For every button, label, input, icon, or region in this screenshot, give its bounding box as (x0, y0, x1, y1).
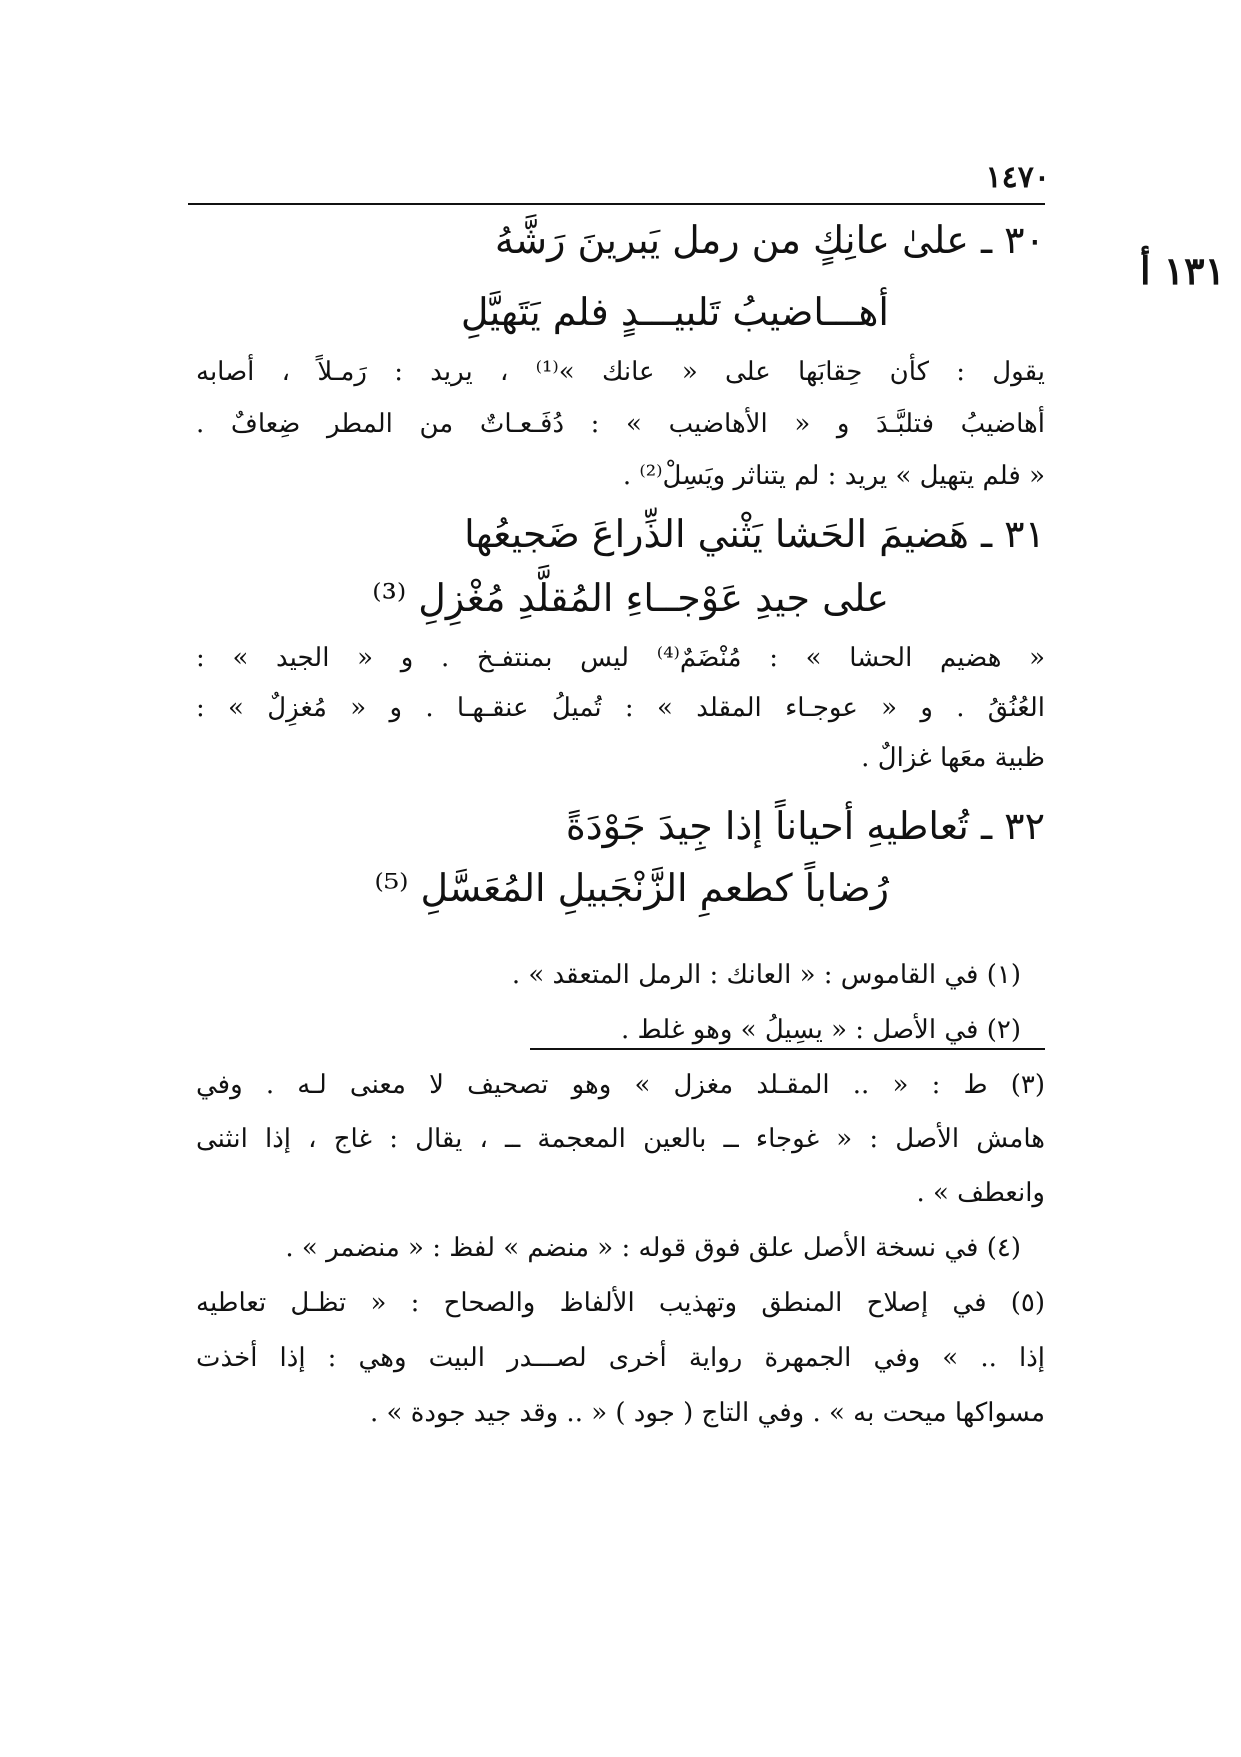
verse-31-second: على جيدِ عَوْجــاءِ المُقلَّدِ مُغْزِلِ ⁽³⁾ (372, 576, 889, 620)
footnote-5-cont: إذا .. » وفي الجمهرة رواية أخرى لصـــدر البيت وهي : إذا أخذت (196, 1343, 1045, 1373)
footnote-2: (٢) في الأصل : « يسِيلُ » وهو غلط . (621, 1015, 1021, 1045)
commentary-line: ظبية معَها غزالٌ . (861, 743, 1045, 773)
footnote-4: (٤) في نسخة الأصل علق فوق قوله : « منضم » لفظ : « منضمر » . (285, 1233, 1021, 1263)
commentary-line: يقول : كأن حِقابَها على « عانك »⁽¹⁾ ، يريد : رَمـلاً ، أصابه (196, 357, 1045, 387)
verse-30-first: ٣٠ ـ علىٰ عانِكٍ من رمل يَبرينَ رَشَّهُ (494, 218, 1045, 262)
footnote-3: (٣) ط : « .. المقـلد مغزل » وهو تصحيف لا معنى لـه . وفي (196, 1070, 1045, 1100)
footnote-rule (530, 1048, 1045, 1050)
page-number: ١٤٧٠ (985, 160, 1050, 195)
commentary-line: « هضيم الحشا » : مُنْضَمٌ⁽⁴⁾ ليس بمنتفـخ . و « الجيد » : (196, 643, 1046, 673)
footnote-3-end: وانعطف » . (916, 1178, 1045, 1208)
footnote-5: (٥) في إصلاح المنطق وتهذيب الألفاظ والصحاح : « تظـل تعاطيه (196, 1288, 1045, 1318)
verse-32-first: ٣٢ ـ تُعاطيهِ أحياناً إذا جِيدَ جَوْدَةً (565, 804, 1045, 848)
commentary-line: أهاضيبُ فتلبَّـدَ و « الأهاضيب » : دُفَـعـاتٌ من المطر ضِعافٌ . (196, 409, 1045, 439)
folio-marker: ١٣١ أ (1139, 248, 1225, 293)
commentary-line: « فلم يتهيل » يريد : لم يتناثر ويَسِلْ⁽²⁾ . (622, 461, 1045, 491)
verse-32-second: رُضاباً كطعمِ الزَّنْجَبيلِ المُعَسَّلِ ⁽⁵⁾ (374, 866, 889, 910)
footnote-5-end: مسواكها ميحت به » . وفي التاج ( جود ) « .. وقد جيد جودة » . (370, 1398, 1045, 1428)
header-rule (188, 203, 1045, 205)
footnote-1: (١) في القاموس : « العانك : الرمل المتعقد » . (511, 960, 1021, 990)
commentary-line: العُنُقُ . و « عوجـاء المقلد » : تُميلُ عنقـهـا . و « مُغزِلٌ » : (196, 693, 1045, 723)
verse-30-second: أهـــاضيبُ تَلبيـــدٍ فلم يَتَهيَّلِ (460, 290, 889, 334)
footnote-3-cont: هامش الأصل : « غوجاء ــ بالعين المعجمة ــ ، يقال : غاج ، إذا انثنى (196, 1124, 1045, 1154)
verse-31-first: ٣١ ـ هَضيمَ الحَشا يَثْني الذِّراعَ ضَجيعُها (464, 512, 1045, 556)
